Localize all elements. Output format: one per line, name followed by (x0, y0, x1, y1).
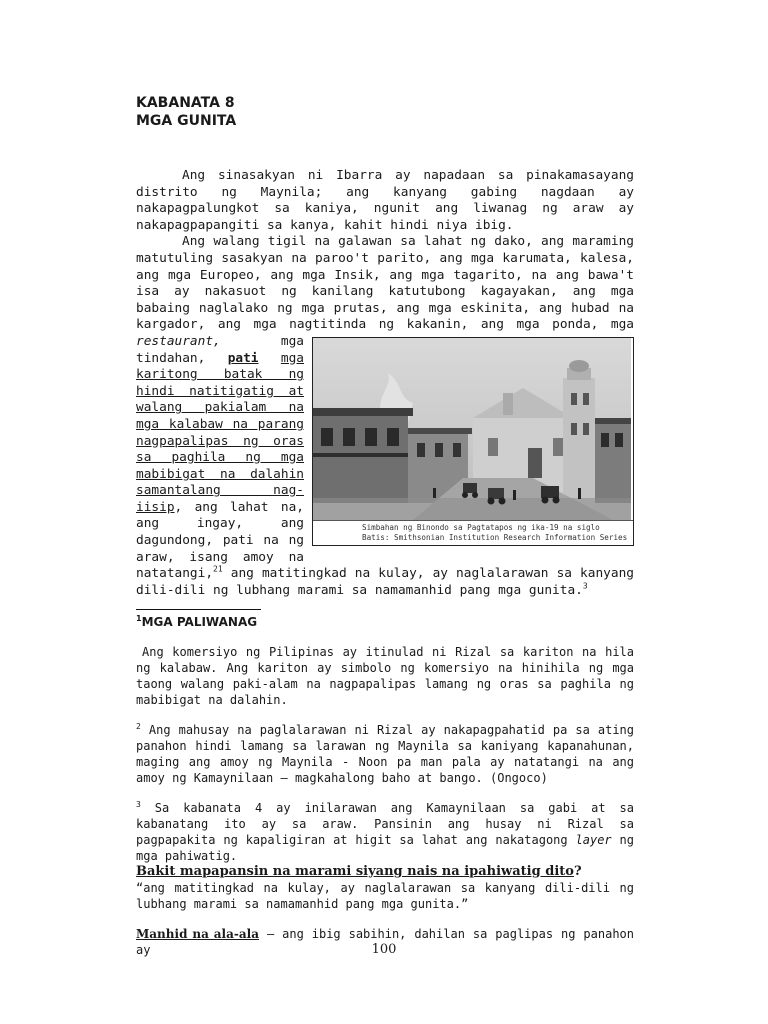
page-number: 100 (371, 942, 397, 957)
binondo-church-photo (313, 338, 631, 520)
footnote-ref-3: 3 (582, 581, 588, 591)
note-3-sup: 3 (136, 800, 141, 810)
footnote-ref-2: 2 (213, 564, 218, 574)
term: Manhid na ala-ala (136, 927, 259, 942)
paragraph-2-underlined: mga karitong batak ng hindi natitigatig at walang pakialam na mga kalabaw na parang nagpapalipas ng oras sa paghila ng mga mabibigat na dalahin samantalang nag-iisip (136, 350, 304, 515)
note-3-italic: layer (575, 833, 612, 848)
term-def-text: – ang ibig sabihin, dahilan sa paglipas ng panahon ay (136, 927, 634, 958)
notes-title-sup: 1 (136, 614, 142, 624)
note-3-text-b: ng mga pahiwatig. (136, 833, 634, 864)
paragraph-2-bold: pati (227, 350, 259, 366)
paragraph-2-text-d: ang matitingkad na kulay, ay naglalarawan sa kanyang dili-dili ng lubhang marami sa namamanhid pang mga gunita. (136, 566, 634, 598)
paragraph-2-italic: restaurant, (136, 333, 221, 349)
note-2-text: Ang mahusay na paglalarawan ni Rizal ay nakapagpahatid pa sa ating panahon hindi lamang sa larawan ng Maynila sa kaniyang kapanahunan, maging ang amoy ng Maynila - Noon pa man pala ay natatangi na ang amoy ng Kamaynilaan – magkahalong baho at bango. (Ongoco) (136, 723, 634, 786)
paragraph-2-text-a: Ang walang tigil na galawan sa lahat ng dako, ang maraming matutuling sasakyan na paroo't parito, ang mga karumata, kalesa, ang mga Europeo, ang mga Insik, ang mga tagarito, na ang bawa't isa ay nakasuot ng kanilang katutubong kagayakan, ang mga babaing naglalako ng mga prutas, ang mga eskinita, ang hubad na kargador, ang mga nagtitinda ng kakanin, ang mga ponda, mga (136, 234, 634, 333)
question-text: Bakit mapapansin na marami siyang nais na ipahiwatig dito (136, 864, 574, 880)
paragraph-2-text-c: , ang lahat na, ang ingay, ang dagundong, pati na ng araw, isang amoy na natatangi, (136, 499, 304, 582)
note-2 (136, 722, 634, 786)
quote: “ang matitingkad na kulay, ay naglalarawan sa kanyang dili-dili ng lubhang marami sa namamanhid pang mga gunita.” (136, 881, 634, 912)
note-3 (136, 800, 634, 864)
paragraph-1: Ang sinasakyan ni Ibarra ay napadaan sa pinakamasayang distrito ng Maynila; ang kanyang gabing nagdaan ay nakapagpalungkot sa kaniya, ngunit ang liwanag ng araw ay nakapagpapangiti sa kanya, kahit hindi niya ibig. (136, 168, 634, 233)
paragraph-2 (136, 234, 634, 599)
figure-caption (313, 520, 633, 545)
note-3-text-a: Sa kabanata 4 ay inilarawan ang Kamaynilaan sa gabi at sa kabanatang ito ay sa araw. Pansinin ang husay ni Rizal sa pagpapakita ng kapaligiran at higit sa lahat ang nakatagong (136, 801, 634, 848)
chapter-number: KABANATA 8 (136, 95, 235, 111)
note-1: Ang komersiyo ng Pilipinas ay itinulad ni Rizal sa kariton na hila ng kalabaw. Ang kariton ay simbolo ng komersiyo na hinihila ng mga taong walang paki-alam na nagpapalipas lamang ng oras sa paghila ng mabibigat na dalahin. (136, 645, 634, 708)
figure-binondo-church (312, 337, 634, 546)
notes-section-title (136, 609, 261, 631)
question (136, 864, 634, 880)
question-mark: ? (573, 864, 582, 880)
figure-caption-line-1: Simbahan ng Binondo sa Pagtatapos ng ika-19 na siglo (362, 522, 600, 532)
note-2-sup: 2 (136, 722, 141, 732)
paragraph-2-text-b: mga tindahan, (136, 333, 304, 366)
footnote-ref-1: 1 (217, 564, 223, 574)
document-page (136, 94, 634, 958)
chapter-title: MGA GUNITA (136, 113, 237, 129)
notes-title-text: MGA PALIWANAG (141, 615, 258, 630)
figure-caption-line-2: Batis: Smithsonian Institution Research Information Series (362, 532, 628, 542)
